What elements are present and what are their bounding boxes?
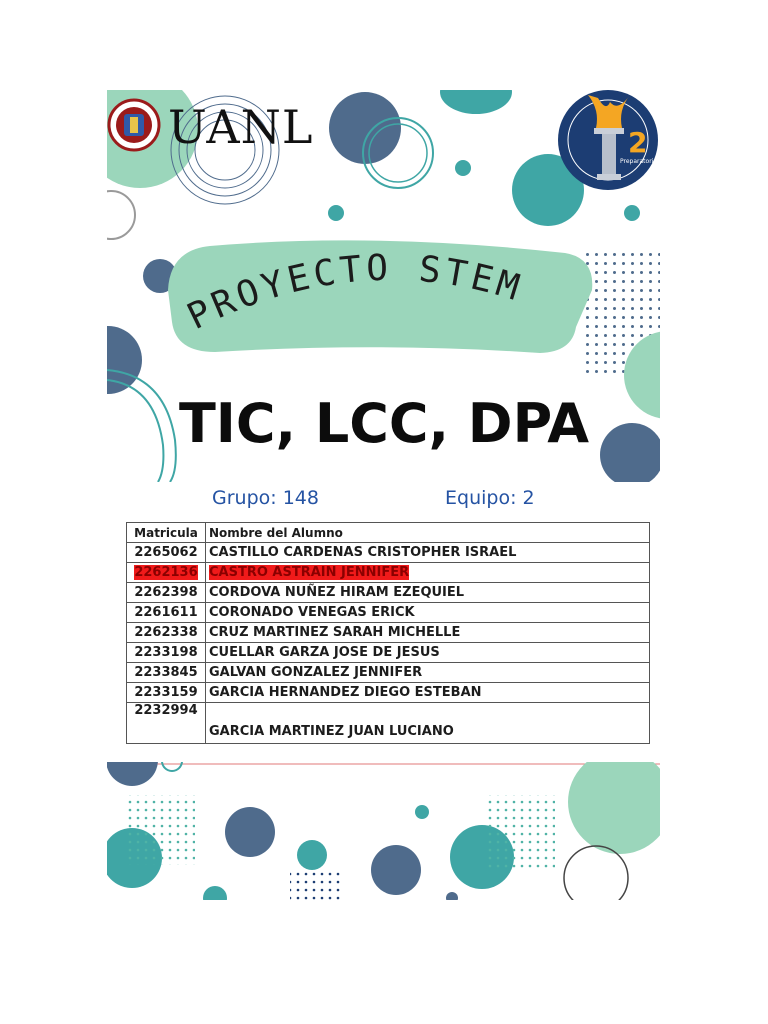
table-row [127, 623, 650, 643]
emblem-number: 2 [628, 126, 648, 159]
column-header-name: Nombre del Alumno [206, 523, 650, 543]
title-banner [168, 240, 592, 353]
uanl-seal-icon [109, 100, 159, 150]
student-name: GARCIA HERNANDEZ DIEGO ESTEBAN [206, 683, 650, 703]
student-name: CASTILLO CARDENAS CRISTOPHER ISRAEL [206, 543, 650, 563]
student-name: CRUZ MARTINEZ SARAH MICHELLE [206, 623, 650, 643]
table-row [127, 683, 650, 703]
prepa-2-torch-emblem-icon [558, 90, 658, 190]
table-row [127, 703, 650, 744]
student-name: GALVAN GONZALEZ JENNIFER [206, 663, 650, 683]
table-row [127, 603, 650, 623]
banner-title: PROYECTO STEM [181, 247, 528, 338]
table-row [127, 583, 650, 603]
student-name: CORDOVA NUÑEZ HIRAM EZEQUIEL [206, 583, 650, 603]
student-id: 2233845 [127, 663, 206, 683]
student-id: 2261611 [127, 603, 206, 623]
student-id: 2262398 [127, 583, 206, 603]
student-name: CUELLAR GARZA JOSE DE JESUS [206, 643, 650, 663]
page-title: TIC, LCC, DPA [178, 392, 590, 455]
table-row [127, 643, 650, 663]
student-name: CASTRO ASTRAIN JENNIFER [209, 565, 410, 580]
table-row [127, 543, 650, 563]
table-row-highlighted [127, 563, 650, 583]
student-id: 2262136 [134, 565, 198, 580]
student-id: 2233159 [127, 683, 206, 703]
student-name: CORONADO VENEGAS ERICK [206, 603, 650, 623]
institution-name: UANL [168, 100, 314, 154]
student-table [126, 522, 650, 744]
table-header-row [127, 523, 650, 543]
student-id: 2233198 [127, 643, 206, 663]
table-row [127, 663, 650, 683]
team-label: Equipo: 2 [445, 487, 535, 509]
column-header-id: Matricula [127, 523, 206, 543]
group-label: Grupo: 148 [212, 487, 319, 509]
student-name: GARCIA MARTINEZ JUAN LUCIANO [206, 703, 650, 744]
student-id: 2232994 [127, 703, 206, 744]
emblem-small-text: Preparatoria [620, 158, 658, 165]
student-id: 2265062 [127, 543, 206, 563]
student-id: 2262338 [127, 623, 206, 643]
